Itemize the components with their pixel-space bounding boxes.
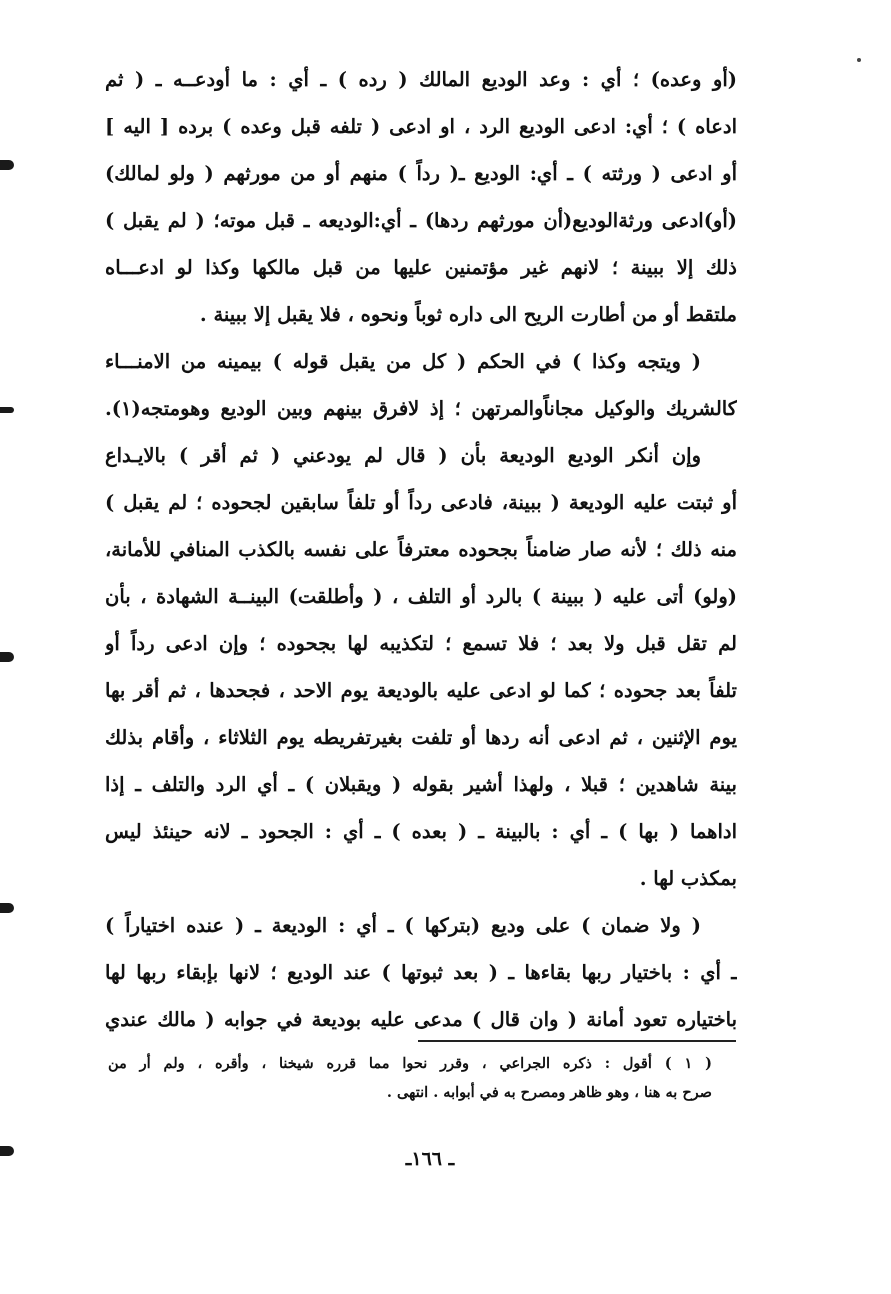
text-line: وإن أنكر الوديع الوديعة بأن ( قال لم يودعني ( ثم أقر ) بالايـداع xyxy=(105,444,701,467)
footnote xyxy=(108,1049,712,1107)
text-line: ادعاه ) ؛ أي: ادعى الوديع الرد ، او ادعى ( تلفه قبل وعده ) برده [ اليه ] xyxy=(105,115,737,138)
binding-hole-mark xyxy=(0,407,14,413)
footnote-divider xyxy=(418,1040,736,1042)
text-line: اداهما ( بها ) ـ أي : بالبينة ـ ( بعده ) ـ أي : الجحود ـ لانه حينئذ ليس xyxy=(105,820,737,843)
text-line: (أو وعده) ؛ أي : وعد الوديع المالك ( رده ) ـ أي : ما أودعــه ـ ( ثم xyxy=(105,68,737,91)
scan-speck xyxy=(857,58,861,62)
text-line: ذلك إلا ببينة ؛ لانهم غير مؤتمنين عليها من قبل مالكها وكذا لو ادعـــاه xyxy=(105,256,737,279)
text-line: ملتقط أو من أطارت الريح الى داره ثوباً ونحوه ، فلا يقبل إلا ببينة . xyxy=(199,303,737,326)
text-line: باختياره تعود أمانة ( وان قال ) مدعى عليه بوديعة في جوابه ( مالك عندي xyxy=(105,1008,737,1031)
text-line: بينة شاهدين ؛ قبلا ، ولهذا أشير بقوله ( ويقبلان ) ـ أي الرد والتلف ـ إذا xyxy=(105,773,737,796)
binding-hole-mark xyxy=(0,652,14,662)
text-line: تلفاً بعد جحوده ؛ كما لو ادعى عليه بالوديعة يوم الاحد ، فجحدها ، ثم أقر بها xyxy=(105,679,737,702)
binding-hole-mark xyxy=(0,903,14,913)
text-line: بمكذب لها . xyxy=(639,867,737,890)
main-text xyxy=(105,56,737,1043)
text-line: لم تقل قبل ولا بعد ؛ فلا تسمع ؛ لتكذيبه لها بجحوده ؛ وإن ادعى رداً أو xyxy=(105,632,737,655)
text-line: كالشريك والوكيل مجاناًوالمرتهن ؛ إذ لافرق بينهم وبين الوديع وهومتجه(١). xyxy=(105,397,737,420)
page-number: ـ ١٦٦ـ xyxy=(405,1148,455,1170)
text-line: ( ويتجه وكذا ) في الحكم ( كل من يقبل قوله ) بيمينه من الامنـــاء xyxy=(105,350,701,373)
text-line: (ولو) أتى عليه ( ببينة ) بالرد أو التلف ، ( وأطلقت) البينــة الشهادة ، بأن xyxy=(105,585,737,608)
footnote-line: صرح به هنا ، وهو ظاهر ومصرح به في أبوابه . انتهى . xyxy=(386,1084,712,1101)
binding-hole-mark xyxy=(0,1146,14,1156)
text-line: (أو)ادعى ورثةالوديع(أن مورثهم ردها) ـ أي:الوديعه ـ قبل موته؛ ( لم يقبل ) xyxy=(105,209,737,232)
text-line: يوم الإثنين ، ثم ادعى أنه ردها أو تلفت بغيرتفريطه يوم الثلاثاء ، وأقام بذلك xyxy=(105,726,737,749)
text-line: ( ولا ضمان ) على وديع (بتركها ) ـ أي : الوديعة ـ ( عنده اختياراً ) xyxy=(105,914,701,937)
text-line: أو ادعى ( ورثته ) ـ أي: الوديع ـ( رداً ) منهم أو من مورثهم ( ولو لمالك) xyxy=(105,162,737,185)
footnote-line: ( ١ ) أقول : ذكره الجراعي ، وقرر نحوا مما قرره شيخنا ، وأقره ، ولم أر من xyxy=(108,1055,712,1072)
text-line: أو ثبتت عليه الوديعة ( ببينة، فادعى رداً أو تلفاً سابقين لجحوده ؛ لم يقبل ) xyxy=(105,491,737,514)
text-line: ـ أي : باختيار ربها بقاءها ـ ( بعد ثبوتها ) عند الوديع ؛ لانها بإبقاء ربها لها xyxy=(105,961,737,984)
text-line: منه ذلك ؛ لأنه صار ضامناً بجحوده معترفاً على نفسه بالكذب المنافي للأمانة، xyxy=(105,538,737,561)
binding-hole-mark xyxy=(0,160,14,170)
